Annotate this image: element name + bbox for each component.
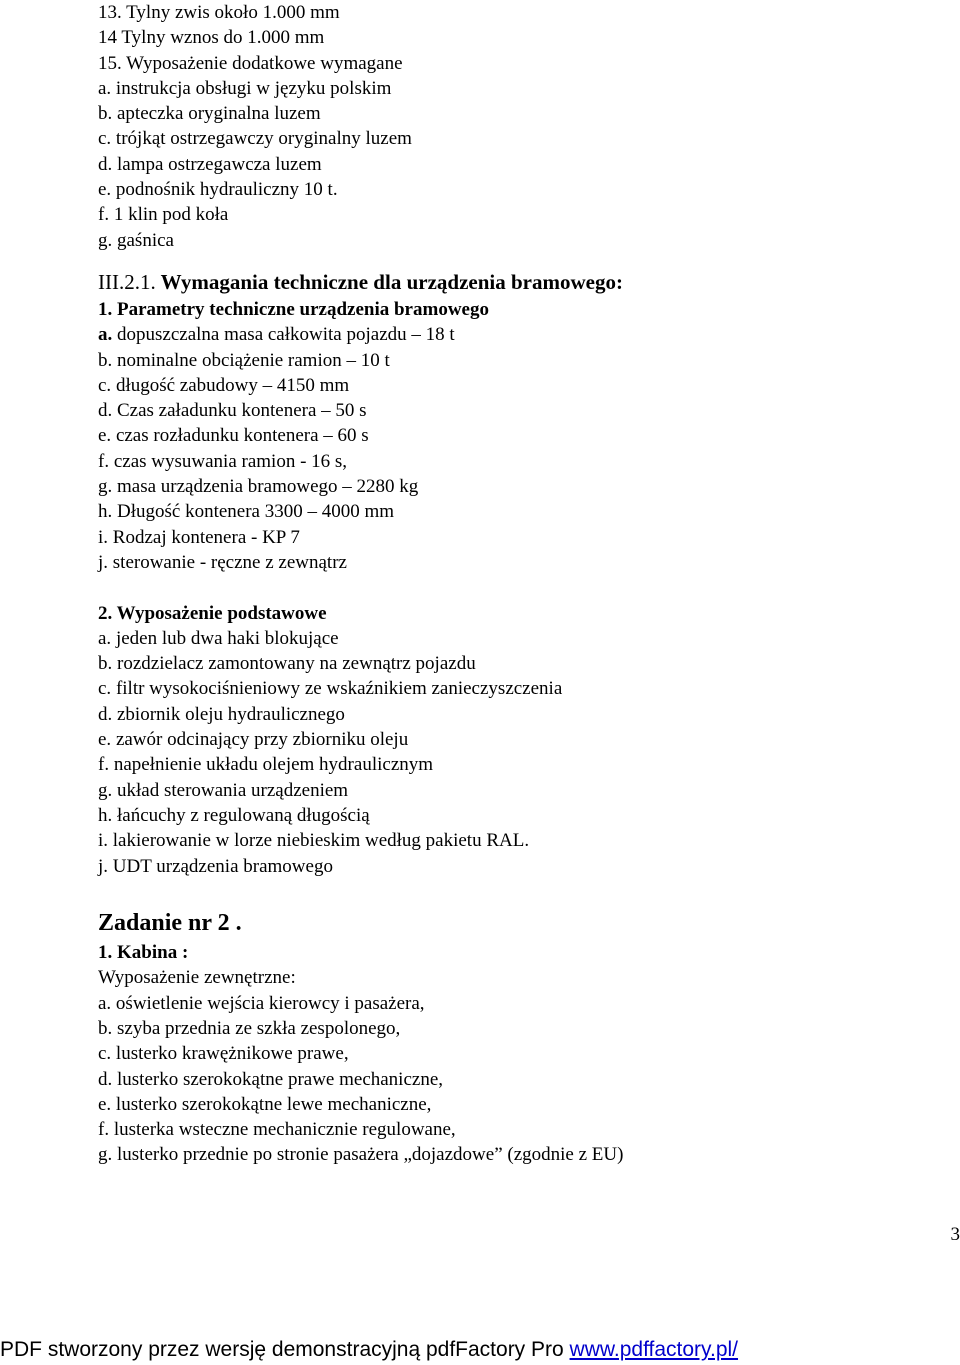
list-item [98,423,938,448]
list-item [98,550,938,575]
list-item [98,322,938,347]
item-letter: b. [98,349,113,371]
list-item: a. oświetlenie wejścia kierowcy i pasażera, [98,992,425,1014]
cabin-heading: 1. Kabina : [98,942,189,964]
item-letter: b. [98,653,113,675]
list-item: g. gaśnica [98,229,174,251]
list-item: e. podnośnik hydrauliczny 10 t. [98,179,338,201]
item-letter: c. [98,374,112,396]
item-text: filtr wysokociśnieniowy ze wskaźnikiem zanieczyszczenia [115,678,563,700]
equipment-heading-number: 2. [98,602,113,624]
item-text: zbiornik oleju hydraulicznego [117,703,345,725]
item-letter: h. [98,501,113,523]
item-text: jeden lub dwa haki blokujące [115,627,339,649]
list-item: 14 Tylny wznos do 1.000 mm [98,27,325,49]
list-item: g. lusterko przednie po stronie pasażera „dojazdowe” (zgodnie z EU) [98,1144,624,1166]
item-text: zawór odcinający przy zbiorniku oleju [115,729,409,751]
params-list [98,322,938,575]
list-item [98,449,938,474]
list-item [98,651,938,676]
params-heading [98,297,938,322]
list-item [98,778,938,803]
item-letter: i. [98,830,109,852]
list-item [98,398,938,423]
item-text: UDT urządzenia bramowego [112,855,333,877]
list-item [98,803,938,828]
item-text: sterowanie - ręczne z zewnątrz [112,551,347,573]
item-text: Czas załadunku kontenera – 50 s [117,400,367,422]
item-letter: g. [98,779,113,801]
item-text: napełnienie układu olejem hydraulicznym [113,754,434,776]
spacer [98,879,938,904]
list-item: c. trójkąt ostrzegawczy oryginalny luzem [98,128,412,150]
item-text: Długość kontenera 3300 – 4000 mm [117,501,395,523]
list-item [98,474,938,499]
item-text: czas wysuwania ramion - 16 s, [113,450,348,472]
item-letter: i. [98,526,109,548]
item-letter: h. [98,804,113,826]
list-item [98,702,938,727]
list-item [98,727,938,752]
section-number: III.2.1. [98,269,156,294]
list-item: a. instrukcja obsługi w języku polskim [98,77,392,99]
item-text: długość zabudowy – 4150 mm [115,374,350,396]
equipment-heading [98,601,938,626]
list-item: f. lusterka wsteczne mechanicznie regulowane, [98,1119,456,1141]
params-heading-text: Parametry techniczne urządzenia bramowego [117,298,489,320]
item-letter: f. [98,754,110,776]
list-item: c. lusterko krawężnikowe prawe, [98,1043,349,1065]
list-item [98,348,938,373]
item-letter: d. [98,703,113,725]
item-text: lakierowanie w lorze niebieskim według pakietu RAL. [112,830,530,852]
section-title: Wymagania techniczne dla urządzenia bramowego: [160,269,623,294]
equipment-list [98,626,938,879]
item-text: Rodzaj kontenera - KP 7 [112,526,300,548]
equipment-heading-text: Wyposażenie podstawowe [116,602,327,624]
item-letter: j. [98,551,109,573]
document-body [98,0,938,1168]
list-item [98,525,938,550]
item-text: nominalne obciążenie ramion – 10 t [117,349,390,371]
exterior-heading: Wyposażenie zewnętrzne: [98,967,296,989]
list-item: 13. Tylny zwis około 1.000 mm [98,2,340,23]
list-item: f. 1 klin pod koła [98,204,229,226]
page-number: 3 [950,1224,960,1245]
item-text: czas rozładunku kontenera – 60 s [115,425,369,447]
list-item: d. lusterko szerokokątne prawe mechaniczne, [98,1068,444,1090]
list-item: d. lampa ostrzegawcza luzem [98,153,322,175]
item-text: masa urządzenia bramowego – 2280 kg [117,476,419,498]
spacer [98,575,938,600]
item-letter: c. [98,678,112,700]
item-text: rozdzielacz zamontowany na zewnątrz pojazdu [117,653,476,675]
item-letter: d. [98,400,113,422]
pdf-footer [0,1335,960,1365]
list-item [98,752,938,777]
item-letter: a. [98,324,113,346]
list-item: e. lusterko szerokokątne lewe mechaniczne, [98,1093,432,1115]
list-item: 15. Wyposażenie dodatkowe wymagane [98,52,403,74]
params-heading-number: 1. [98,298,113,320]
list-item [98,373,938,398]
item-text: układ sterowania urządzeniem [117,779,349,801]
top-items-list [98,0,938,253]
item-letter: e. [98,425,112,447]
list-item: b. szyba przednia ze szkła zespolonego, [98,1017,401,1039]
item-letter: e. [98,729,112,751]
list-item [98,828,938,853]
item-letter: j. [98,855,109,877]
list-item: b. apteczka oryginalna luzem [98,103,321,125]
list-item [98,626,938,651]
list-item [98,676,938,701]
footer-text: PDF stworzony przez wersję demonstracyjną pdfFactory Pro [0,1338,570,1361]
item-text: łańcuchy z regulowaną długością [117,804,370,826]
list-item [98,854,938,879]
list-item [98,499,938,524]
task-items-list [98,991,938,1168]
item-letter: a. [98,627,112,649]
footer-link[interactable]: www.pdffactory.pl/ [569,1338,739,1361]
task-title: Zadanie nr 2 . [98,910,242,937]
section-heading [98,267,938,297]
item-letter: f. [98,450,110,472]
item-letter: g. [98,476,113,498]
item-text: dopuszczalna masa całkowita pojazdu – 18 t [117,324,455,346]
